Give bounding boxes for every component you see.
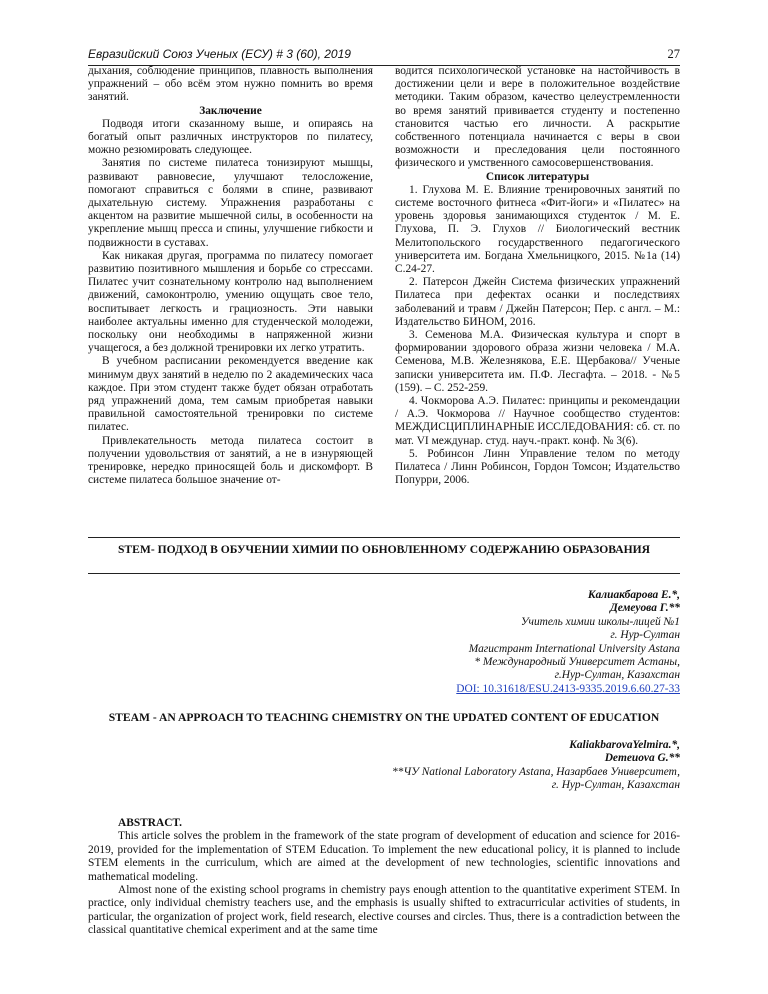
affiliation-line: г. Нур-Султан (610, 629, 680, 642)
affiliation-line: г.Нур-Султан, Казахстан (554, 669, 680, 682)
paragraph: Привлекательность метода пилатеса состоит в получении удовольствия от занятий, а не в изнуряющей тренировке, нередко приносящей боль и дискомфорт. В системе пилатеса большое значение от- (88, 434, 373, 487)
abstract-heading: ABSTRACT. (118, 817, 183, 829)
right-column (395, 65, 680, 488)
references-heading: Список литературы (485, 170, 590, 183)
affiliation-line: Магистрант International University Astana (468, 642, 680, 655)
article-title-en: STEAM - AN APPROACH TO TEACHING CHEMISTRY ON THE UPDATED CONTENT OF EDUCATION (108, 711, 660, 724)
conclusion-heading: Заключение (199, 104, 262, 117)
reference-item: 4. Чокморова А.Э. Пилатес: принципы и рекомендации / А.Э. Чокморова // Научное сообщество студентов: МЕЖДИСЦИПЛИНАРНЫЕ ИССЛЕДОВАНИЯ: сб. ст. по мат. VI междунар. студ. науч.-практ. конф. № 3(6). (395, 395, 680, 447)
author-name: Demeuova G.** (604, 752, 680, 765)
reference-item: 3. Семенова М.А. Физическая культура и спорт в формировании здорового образа жизни человека / М.А. Семенова, М.В. Железнякова, Е.Е. Щербакова// Ученые записки университета им. П.Ф. Лесгафта. – 2018. - №5 (159). – С. 252-259. (395, 329, 680, 394)
authors-block-ru (260, 589, 680, 696)
affiliation-line: Учитель химии школы-лицей №1 (520, 615, 680, 628)
paragraph: В учебном расписании рекомендуется введение как минимум двух занятий в неделю по 2 академических часа каждое. При этом студент также будет обязан отработать ряд упражнений дома, тем самым приобретая навыки правильной самостоятельной тренировки по системе пилатес. (88, 355, 373, 434)
section-divider (88, 573, 680, 574)
abstract-section (88, 817, 680, 938)
abstract-paragraph: This article solves the problem in the framework of the state program of development of education and science for 2016-2019, provided for the implementation of STEM Education. To implement the new educational policy, it is planned to include STEM elements in the curriculum, which are aimed at the development of new technologies, scientific innovations and mathematical modeling. (88, 830, 680, 883)
author-name: KaliakbarovaYelmira.*, (569, 739, 680, 751)
affiliation-line: * Международный Университет Астаны, (474, 656, 680, 669)
paragraph: Подводя итоги сказанному выше, и опираясь на богатый опыт различных инструкторов по пилатесу, можно резюмировать следующее. (88, 117, 373, 157)
paragraph: водится психологической установке на настойчивость в достижении цели и вере в положительное воздействие методики. Таким образом, качество целеустремленности во время занятий прививается студенту и постепенно становится частью его личности. А раскрытие собственного потенциала начинается с веры в свои возможности и преследования цели постоянного физического и умственного самосовершенствования. (395, 65, 680, 170)
left-column (88, 65, 373, 488)
journal-title: Евразийский Союз Ученых (ЕСУ) # 3 (60), 2019 (88, 47, 351, 61)
paragraph: дыхания, соблюдение принципов, плавность выполнения упражнений – обо всём этом нужно помнить во время занятий. (88, 65, 373, 104)
affiliation-line: **ЧУ National Laboratory Astana, Назарбаев Университет, (391, 765, 680, 778)
article-title-ru: STEM- ПОДХОД В ОБУЧЕНИИ ХИМИИ ПО ОБНОВЛЕННОМУ СОДЕРЖАНИЮ ОБРАЗОВАНИЯ (117, 543, 651, 556)
author-name: Демеуова Г.** (610, 602, 680, 615)
authors-block-en (240, 739, 680, 793)
reference-item: 1. Глухова М. Е. Влияние тренировочных занятий по системе восточного фитнеса «Фит-йоги» и «Пилатес» на уровень здоровья занимающихся студенток / М. Е. Глухова, П. Э. Глухов // Биологический вестник Мелитопольского государственного педагогического университета им. Богдана Хмельницкого, 2015. №1а (14) С.24-27. (395, 183, 680, 276)
page-number: 27 (667, 47, 680, 61)
affiliation-line: г. Нур-Султан, Казахстан (551, 779, 680, 792)
reference-item: 5. Робинсон Линн Управление телом по методу Пилатеса / Линн Робинсон, Гордон Томсон; Издательство Попурри, 2006. (395, 447, 680, 487)
paragraph: Как никакая другая, программа по пилатесу помогает развитию позитивного мышления и борьбе со стрессами. Пилатес учит сознательному контролю над выполнением движений, самоконтролю, умению ощущать свое тело, воспитывает легкость и грациозность. Эти навыки наиболее актуальны именно для студенческой молодежи, поскольку они необходимы в напряженной жизни учащегося, а без должной тренировки их легко утратить. (88, 249, 373, 355)
section-divider (88, 537, 680, 538)
author-name: Калиакбарова Е.*, (587, 589, 680, 601)
page-header (88, 47, 680, 66)
doi-link[interactable]: DOI: 10.31618/ESU.2413-9335.2019.6.60.27-33 (456, 682, 680, 695)
reference-item: 2. Патерсон Джейн Система физических упражнений Пилатеса при дефектах осанки и последствиях заболеваний и травм / Джейн Патерсон; Пер. с англ. – М.: Издательство БИНОМ, 2016. (395, 276, 680, 328)
paragraph: Занятия по системе пилатеса тонизируют мышцы, развивают равновесие, улучшают телосложение, помогают справиться с болями в спине, развивают дыхательную систему. Упражнения разработаны с акцентом на развитие мышечной силы, в особенности на укрепление мышц пресса и спины, улучшение гибкости и подвижности в суставах. (88, 157, 373, 249)
abstract-paragraph: Almost none of the existing school programs in chemistry pays enough attention to the quantitative experiment STEM. In practice, only individual chemistry teachers use, and the emphasis is usually shifted to extracurricular activities of students, in particular, the organization of project work, field research, elective courses and circles. Thus, there is a contradiction between the classical quantitative chemical experiment and at the same time (88, 884, 680, 937)
